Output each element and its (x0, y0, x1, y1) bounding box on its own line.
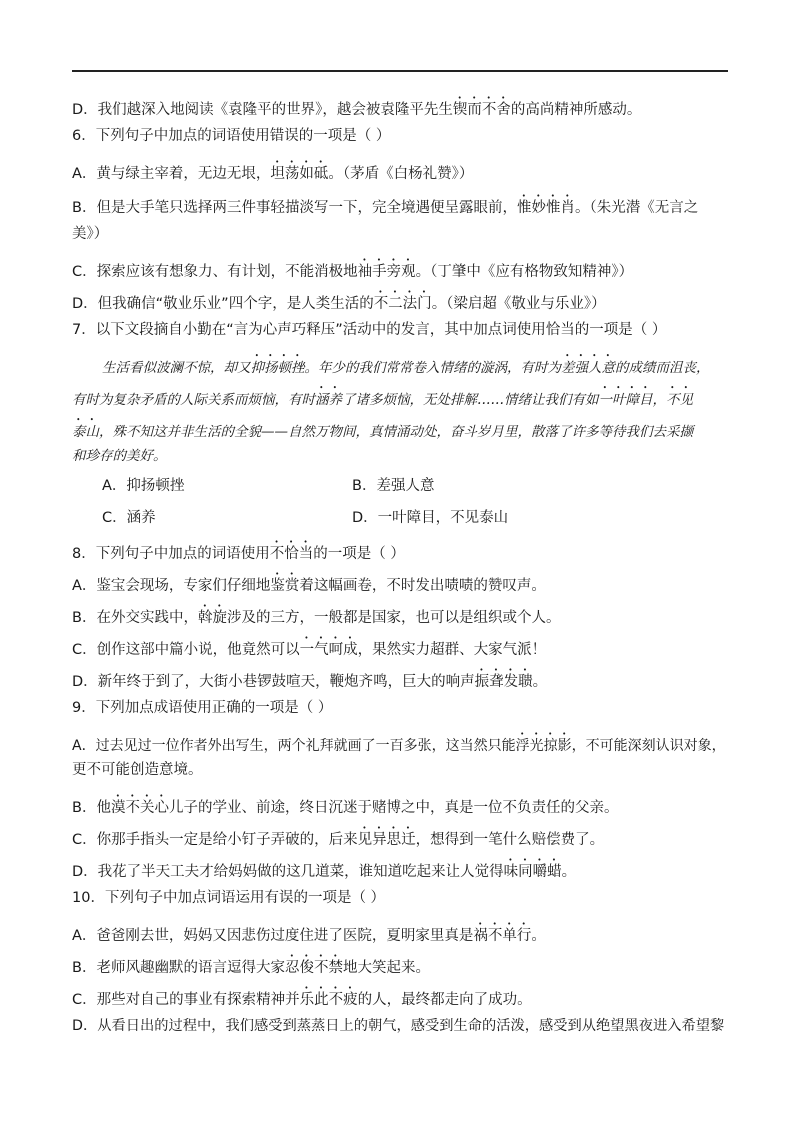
passage-line: 泰山，殊不知这并非生活的全貌——自然万物间，真情涌动处，奋斗岁月里，散落了许多等待我们去采撷 (72, 424, 693, 440)
dotted-term: 浮光掠影 (515, 738, 572, 754)
option-7d[interactable]: D．一叶障目，不见泰山 (352, 510, 509, 526)
dotted-term: 抑扬顿挫 (250, 360, 305, 376)
dotted-term: 袖手旁观 (357, 264, 416, 280)
question-7-stem: 7．以下文段摘自小勤在“言为心声巧释压”活动中的发言，其中加点词使用恰当的一项是（ ） (72, 322, 667, 338)
option-10d[interactable]: D．从看日出的过程中，我们感受到蒸蒸日上的朝气，感受到生命的活泼，感受到从绝望黑夜进入希望黎 (72, 1018, 725, 1034)
option-9c[interactable]: C．你那手指头一定是给小钉子弄破的，后来见异思迁，想得到一笔什么赔偿费了。 (72, 832, 605, 848)
passage-line: 生活看似波澜不惊，却又抑扬顿挫。年少的我们常常卷入情绪的漩涡，有时为差强人意的成绩而沮丧， (102, 360, 710, 376)
option-9a-cont: 更不可能创造意境。 (72, 762, 203, 778)
dotted-term: 惟妙惟肖 (516, 200, 575, 216)
option-7a[interactable]: A．抑扬顿挫 (102, 478, 185, 494)
option-10a[interactable]: A．爸爸刚去世，妈妈又因悲伤过度住进了医院，夏明家里真是祸不单行。 (72, 928, 546, 944)
passage-line: 有时为复杂矛盾的人际关系而烦恼，有时涵养了诸多烦恼，无处排解……情绪让我们有如一叶障目，不见 (72, 392, 693, 408)
dotted-term: 不恰当 (269, 546, 314, 562)
option-6c[interactable]: C．探索应该有想象力、有计划，不能消极地袖手旁观。（丁肇中《应有格物致知精神》） (72, 264, 634, 280)
dotted-term: 见异思迁 (357, 832, 416, 848)
dotted-term: 鉴赏 (270, 578, 300, 594)
option-8b[interactable]: B．在外交实践中，斡旋涉及的三方，一般都是国家，也可以是组织或个人。 (72, 610, 561, 626)
option-9a[interactable]: A．过去见过一位作者外出写生，两个礼拜就画了一百多张，这当然只能浮光掠影，不可能深刻认识对象， (72, 738, 726, 754)
dotted-term: 泰山 (72, 424, 99, 440)
dotted-term: 味同嚼蜡 (503, 864, 562, 880)
option-7b[interactable]: B．差强人意 (352, 478, 435, 494)
option-8d[interactable]: D．新年终于到了，大街小巷锣鼓喧天，鞭炮齐鸣，巨大的响声振聋发聩。 (72, 674, 548, 690)
dotted-term: 差强人意 (561, 360, 615, 376)
dotted-term: 一叶障目，不见 (598, 392, 693, 408)
question-8-stem: 8．下列句子中加点的词语使用不恰当的一项是（ ） (72, 546, 405, 562)
option-6b-cont: 美》） (72, 226, 109, 242)
option-7c[interactable]: C．涵养 (102, 510, 156, 526)
option-8c[interactable]: C．创作这部中篇小说，他竟然可以一气呵成，果然实力超群、大家气派！ (72, 642, 547, 658)
dotted-term: 斡旋 (197, 610, 227, 626)
dotted-term: 振聋发聩 (474, 674, 533, 690)
option-6d[interactable]: D．但我确信“敬业乐业”四个字，是人类生活的不二法门。（梁启超《敬业与乐业》） (72, 296, 606, 312)
option-6b[interactable]: B．但是大手笔只选择两三件事轻描淡写一下，完全境遇便呈露眼前，惟妙惟肖。（朱光潜《无言之 (72, 200, 699, 216)
dotted-term: 一气呵成 (299, 642, 358, 658)
dotted-term: 坦荡如砥 (270, 166, 329, 182)
question-10-stem: 10．下列句子中加点词语运用有误的一项是（ ） (72, 890, 386, 906)
option-5d: D．我们越深入地阅读《袁隆平的世界》，越会被袁隆平先生锲而不舍的高尚精神所感动。 (72, 102, 642, 118)
passage-line: 和珍存的美好。 (72, 448, 167, 464)
dotted-term: 乐此不疲 (299, 992, 358, 1008)
dotted-term: 不二法门 (373, 296, 432, 312)
dotted-term: 锲而不舍 (452, 102, 511, 118)
dotted-term: 祸不单行 (473, 928, 532, 944)
option-9b[interactable]: B．他漠不关心儿子的学业、前途，终日沉迷于赌博之中，真是一位不负责任的父亲。 (72, 800, 619, 816)
option-8a[interactable]: A．鉴宝会现场，专家们仔细地鉴赏着这幅画卷，不时发出啧啧的赞叹声。 (72, 578, 546, 594)
option-6a[interactable]: A．黄与绿主宰着，无边无垠，坦荡如砥。（茅盾《白杨礼赞》） (72, 166, 474, 182)
question-9-stem: 9．下列加点成语使用正确的一项是（ ） (72, 700, 333, 716)
dotted-term: 忍俊不禁 (284, 960, 343, 976)
question-6-stem: 6．下列句子中加点的词语使用错误的一项是（ ） (72, 128, 391, 144)
header-rule (72, 70, 728, 72)
dotted-term: 漠不关心 (110, 800, 169, 816)
option-9d[interactable]: D．我花了半天工夫才给妈妈做的这几道菜，谁知道吃起来让人觉得味同嚼蜡。 (72, 864, 577, 880)
dotted-term: 涵养 (315, 392, 342, 408)
option-10b[interactable]: B．老师风趣幽默的语言逗得大家忍俊不禁地大笑起来。 (72, 960, 430, 976)
option-10c[interactable]: C．那些对自己的事业有探索精神并乐此不疲的人，最终都走向了成功。 (72, 992, 532, 1008)
